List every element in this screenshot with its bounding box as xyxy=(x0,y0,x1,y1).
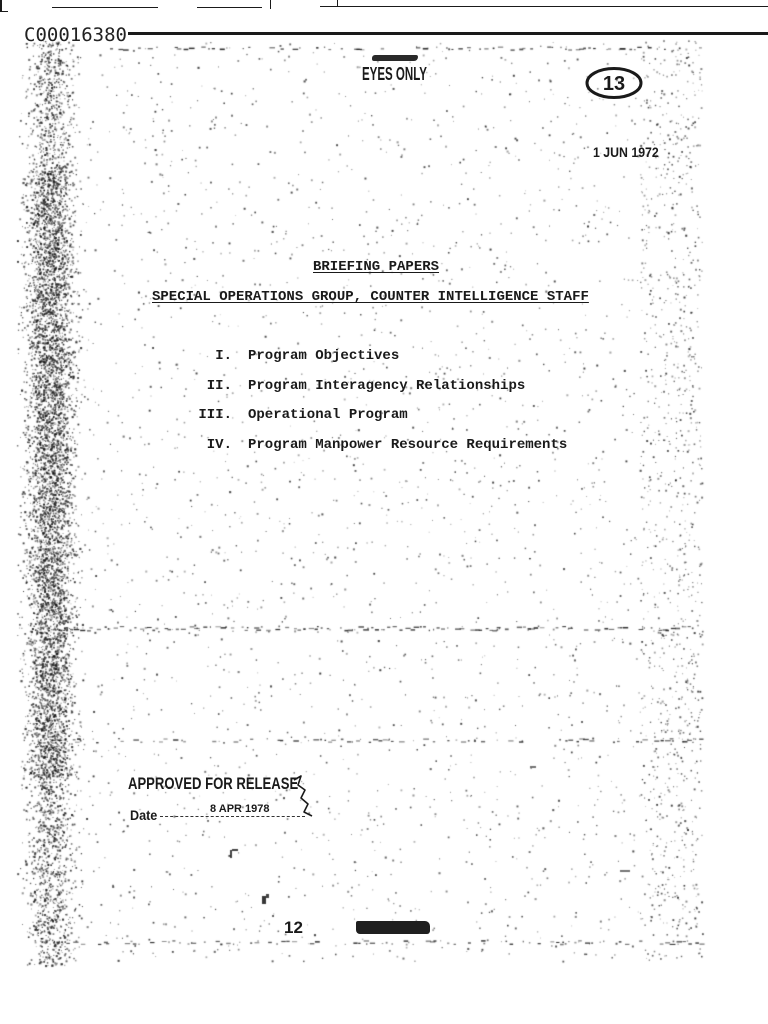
release-date-line xyxy=(160,802,305,817)
contents-label: Program Manpower Resource Requirements xyxy=(248,437,568,453)
scan-edge-tick xyxy=(270,0,271,9)
scan-edge-line xyxy=(52,7,158,8)
classification-smudge xyxy=(372,55,418,61)
contents-numeral: III. xyxy=(198,407,232,423)
release-date-value: 8 APR 1978 xyxy=(210,803,270,815)
contents-label: Operational Program xyxy=(248,407,408,423)
circled-number-text: 13 xyxy=(602,73,626,95)
contents-label: Program Objectives xyxy=(248,348,400,364)
contents-item xyxy=(172,348,592,364)
header-rule xyxy=(128,32,768,35)
control-number: C00016380 xyxy=(24,24,127,46)
scan-edge-tick xyxy=(337,0,338,7)
release-date-label: Date xyxy=(130,807,158,823)
contents-item xyxy=(172,407,592,423)
circled-page-number xyxy=(584,65,644,101)
page-number: 12 xyxy=(284,918,303,937)
document-title: BRIEFING PAPERS xyxy=(313,259,440,275)
contents-numeral: II. xyxy=(206,378,232,394)
document-subtitle: SPECIAL OPERATIONS GROUP, COUNTER INTELLIGENCE STAFF xyxy=(152,289,589,305)
contents-numeral: I. xyxy=(215,348,232,364)
handwritten-check-mark xyxy=(290,774,316,820)
scan-edge-bracket-foot xyxy=(0,11,8,12)
redacted-stamp xyxy=(356,921,430,934)
contents-item xyxy=(172,437,592,453)
scan-edge-line xyxy=(197,7,262,8)
release-stamp-label: APPROVED FOR RELEASE xyxy=(128,774,299,793)
scan-edge-line xyxy=(320,6,768,7)
contents-label: Program Interagency Relationships xyxy=(248,378,526,394)
check-mark-stroke xyxy=(294,776,312,816)
classification-marking: EYES ONLY xyxy=(362,64,427,84)
contents-numeral: IV. xyxy=(206,437,232,453)
contents-item xyxy=(172,378,592,394)
document-date: 1 JUN 1972 xyxy=(593,144,659,160)
